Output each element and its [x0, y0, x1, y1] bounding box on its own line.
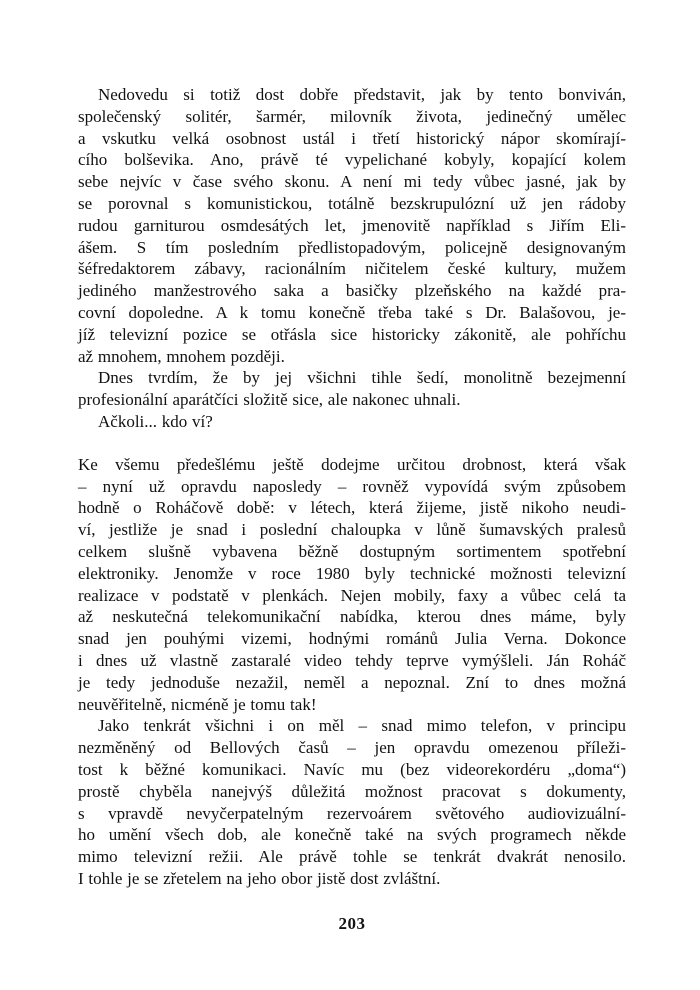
paragraph — [78, 715, 626, 889]
text-line: hodně o Roháčově době: v létech, která žijeme, jistě nikoho neudi- — [78, 498, 626, 518]
text-line: ho umění všech dob, ale konečně také na svých programech někde — [78, 825, 626, 845]
text-line: elektroniky. Jenomže v roce 1980 byly technické možnosti televizní — [78, 563, 626, 583]
text-line: až mnohem, mnohem později. — [78, 346, 285, 366]
text-line: celkem slušně vybavena běžně dostupným sortimentem spotřební — [78, 541, 626, 561]
text-line: nezměněný od Bellových časů – jen opravdu omezenou příleži- — [78, 738, 626, 758]
text-line: rudou garniturou osmdesátých let, jmenovitě například s Jiřím Eli- — [78, 215, 626, 235]
text-line: tost k běžné komunikaci. Navíc mu (bez videorekordéru „doma“) — [78, 759, 626, 779]
text-line: realizace v podstatě v plenkách. Nejen mobily, faxy a vůbec celá ta — [78, 585, 626, 605]
paragraph — [78, 84, 626, 367]
paragraph — [78, 454, 626, 716]
text-line: profesionální aparátčíci složitě sice, ale nakonec uhnali. — [78, 390, 461, 410]
text-line: snad jen pouhými vizemi, hodnými románů Julia Verna. Dokonce — [78, 629, 626, 649]
page-text — [78, 84, 626, 890]
text-line: se porovnal s komunistickou, totálně bezskrupulózní už jen rádoby — [78, 193, 626, 213]
text-line: neuvěřitelně, nicméně je tomu tak! — [78, 694, 317, 714]
text-line: ví, jestliže je snad i poslední chaloupka v lůně šumavských pralesů — [78, 520, 626, 540]
text-line: Jako tenkrát všichni i on měl – snad mimo telefon, v principu — [98, 716, 626, 736]
text-line: je tedy jednoduše nezažil, neměl a nepoznal. Zní to dnes možná — [78, 672, 626, 692]
text-line: společenský solitér, šarmér, milovník života, jedinečný umělec — [78, 106, 626, 126]
text-line: Ačkoli... kdo ví? — [98, 411, 213, 431]
text-line: Ke všemu předešlému ještě dodejme určitou drobnost, která však — [78, 454, 626, 474]
text-line: i dnes už vlastně zastaralé video tehdy teprve vymýšleli. Ján Roháč — [78, 650, 626, 670]
text-line: I tohle je se zřetelem na jeho obor jistě dost zvláštní. — [78, 868, 441, 888]
paragraph — [78, 411, 626, 433]
text-line: – nyní už opravdu naposledy – rovněž vypovídá svým způsobem — [78, 476, 626, 496]
text-line: s vpravdě nevyčerpatelným rezervoárem světového audiovizuální- — [78, 803, 626, 823]
text-line: jíž televizní pozice se otřásla sice historicky zákonitě, ale pohříchu — [78, 324, 626, 344]
text-line: sebe nejvíc v čase svého skonu. A není mi tedy vůbec jasné, jak by — [78, 172, 626, 192]
text-line: Dnes tvrdím, že by jej všichni tihle šedí, monolitně bezejmenní — [98, 368, 626, 388]
text-line: prostě chyběla nanejvýš důležitá možnost pracovat s dokumenty, — [78, 781, 626, 801]
page-number: 203 — [338, 914, 366, 933]
text-line: šéfredaktorem zábavy, racionálním ničitelem české kultury, mužem — [78, 259, 626, 279]
text-line: a vskutku velká osobnost ustál i třetí historický nápor skomírají- — [78, 128, 626, 148]
text-line: až neskutečná telekomunikační nabídka, kterou dnes máme, byly — [78, 607, 626, 627]
text-line: jediného manžestrového saka a basičky plzeňského na každé pra- — [78, 281, 626, 301]
paragraph — [78, 367, 626, 411]
text-line: ášem. S tím posledním předlistopadovým, policejně designovaným — [78, 237, 626, 257]
text-line: Nedovedu si totiž dost dobře představit, jak by tento bonviván, — [98, 85, 626, 104]
text-line: cího bolševika. Ano, právě té vypelichané kobyly, kopající kolem — [78, 150, 626, 170]
text-line: covní dopoledne. A k tomu konečně třeba také s Dr. Balašovou, je- — [78, 302, 626, 322]
text-line: mimo televizní režii. Ale právě tohle se tenkrát dvakrát nenosilo. — [78, 847, 626, 867]
